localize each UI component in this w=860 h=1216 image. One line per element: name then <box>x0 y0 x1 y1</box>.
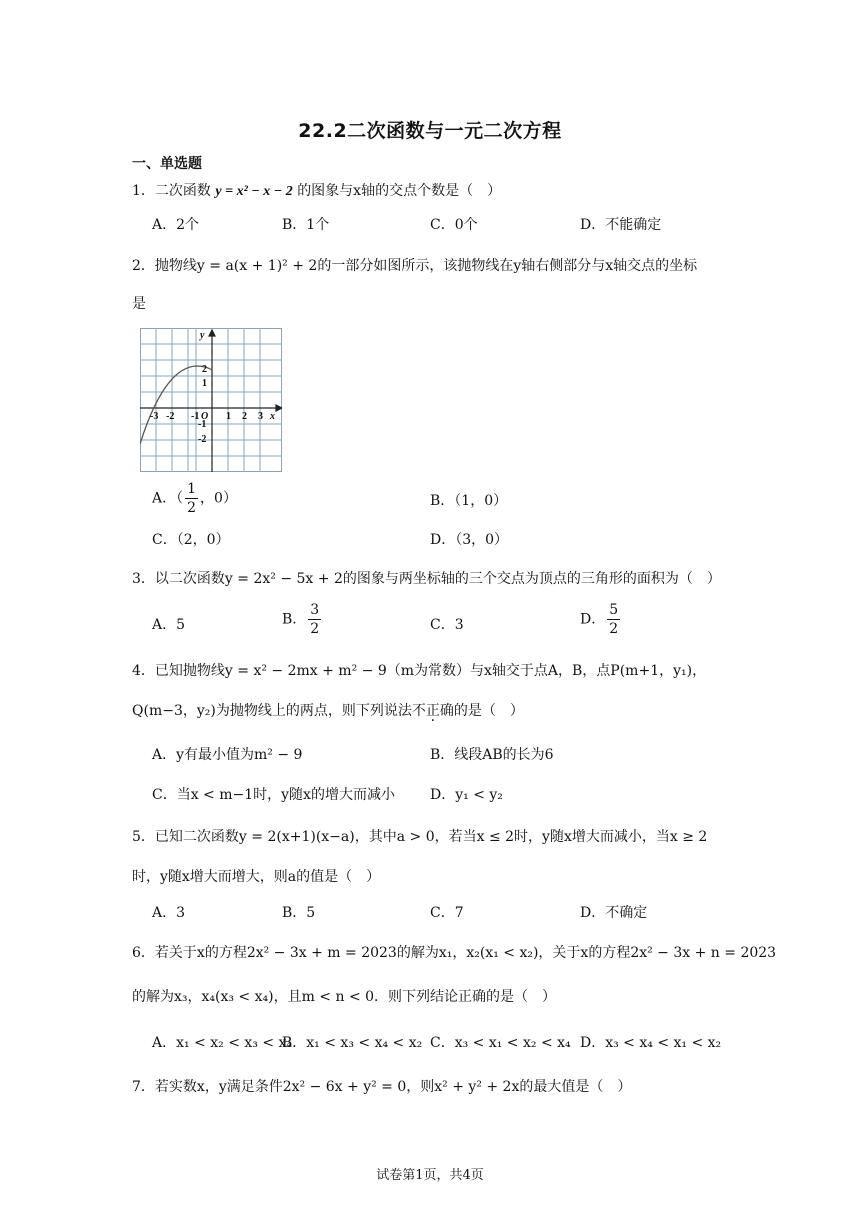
question-text: 若实数x，y满足条件2x² − 6x + y² = 0，则x² + y² + 2x的最大值是（ ） <box>154 1079 632 1095</box>
fraction <box>308 603 321 636</box>
q5-option-b[interactable]: B．5 <box>282 905 316 921</box>
question-text: 二次函数 <box>154 183 211 199</box>
question-6-cont: 的解为x₃，x₄(x₃ < x₄)，且m < n < 0．则下列结论正确的是（ ） <box>132 989 557 1005</box>
option-text: ，0） <box>200 490 237 507</box>
q6-option-c[interactable]: C．x₃ < x₁ < x₂ < x₄ <box>430 1035 571 1051</box>
grid <box>140 328 282 472</box>
q5-option-a[interactable]: A．3 <box>152 905 186 921</box>
numerator: 1 <box>187 481 197 497</box>
question-number: 3． <box>132 571 155 587</box>
axes <box>140 330 282 472</box>
numerator: 3 <box>310 602 320 618</box>
question-4 <box>132 660 706 680</box>
question-text: Q(m−3，y₂)为抛物线上的两点，则下列说法 <box>132 703 412 719</box>
graph-label-yneg2: -2 <box>198 434 207 445</box>
question-6 <box>132 942 776 962</box>
q4-option-c[interactable]: C．当x < m−1时，y随x的增大而减小 <box>152 787 395 803</box>
denominator: 2 <box>187 500 197 516</box>
question-text: 已知抛物线y = x² − 2mx + m² − 9（m为常数）与x轴交于点A，B，点P(m+1，y₁)， <box>154 663 707 679</box>
question-text: 抛物线y = a(x + 1)² + 2的一部分如图所示，该抛物线在y轴右侧部分与x轴交点的坐标 <box>154 258 698 274</box>
graph-label-x2: 2 <box>242 411 247 422</box>
graph-label-neg3: -3 <box>150 411 159 422</box>
option-text: A．（ <box>152 490 184 507</box>
question-number: 5． <box>132 829 155 845</box>
q3-option-b[interactable] <box>282 603 323 636</box>
graph-label-2: 2 <box>202 364 207 375</box>
question-text: 的图象与x轴的交点个数是（ ） <box>297 183 502 199</box>
option-label: B． <box>282 611 307 628</box>
q5-option-c[interactable]: C．7 <box>430 905 464 921</box>
graph-label-x1: 1 <box>226 411 231 422</box>
section-heading: 一、单选题 <box>132 156 202 172</box>
question-number: 2． <box>132 258 155 274</box>
graph-label-x: x <box>270 411 275 422</box>
graph-label-y: y <box>200 330 205 341</box>
y-axis-arrow <box>209 330 215 336</box>
q3-option-a[interactable]: A．5 <box>152 617 186 633</box>
q4-option-d[interactable]: D．y₁ < y₂ <box>430 787 503 803</box>
question-4-cont <box>132 700 524 720</box>
q1-option-c[interactable]: C．0个 <box>430 217 478 233</box>
q3-option-d[interactable] <box>580 603 622 636</box>
numerator: 5 <box>609 602 619 618</box>
fraction <box>185 482 198 515</box>
graph-label-x3: 3 <box>258 411 263 422</box>
question-number: 4． <box>132 663 155 679</box>
graph-label-1: 1 <box>202 378 207 389</box>
question-text: 若关于x的方程2x² − 3x + m = 2023的解为x₁，x₂(x₁ < x₂)，关于x的方程2x² − 3x + n = 2023 <box>154 945 777 961</box>
question-number: 1． <box>132 183 155 199</box>
page-title: 22.2二次函数与一元二次方程 <box>298 120 562 142</box>
q2-option-c[interactable]: C．（2，0） <box>152 532 230 548</box>
q6-option-d[interactable]: D．x₃ < x₄ < x₁ < x₂ <box>580 1035 722 1051</box>
graph-label-neg1: -1 <box>191 411 200 422</box>
question-text: 已知二次函数y = 2(x+1)(x−a)，其中a > 0，若当x ≤ 2时，y随x增大而减小，当x ≥ 2 <box>154 829 708 845</box>
question-3 <box>132 568 721 588</box>
graph-label-yneg1: -1 <box>198 419 207 430</box>
denominator: 2 <box>609 621 619 637</box>
page-footer: 试卷第1页，共4页 <box>376 1168 484 1183</box>
question-5 <box>132 826 707 846</box>
question-7 <box>132 1076 631 1096</box>
q2-option-a[interactable] <box>152 482 237 515</box>
q6-option-b[interactable]: B．x₁ < x₃ < x₄ < x₂ <box>282 1035 423 1051</box>
q1-option-a[interactable]: A．2个 <box>152 217 200 233</box>
q3-option-c[interactable]: C．3 <box>430 617 464 633</box>
graph-label-neg2: -2 <box>166 411 175 422</box>
q2-option-b[interactable]: B．（1，0） <box>430 493 508 509</box>
q4-option-a[interactable]: A．y有最小值为m² − 9 <box>152 747 303 763</box>
option-label: D． <box>580 611 606 628</box>
question-text: 的是（ ） <box>453 703 524 719</box>
question-2-cont: 是 <box>132 296 146 312</box>
question-number: 6． <box>132 945 155 961</box>
question-5-cont: 时，y随x增大而增大，则a的值是（ ） <box>132 869 381 885</box>
q4-option-b[interactable]: B．线段AB的长为6 <box>430 747 554 763</box>
q1-option-b[interactable]: B．1个 <box>282 217 330 233</box>
question-text: 以二次函数y = 2x² − 5x + 2的图象与两坐标轴的三个交点为顶点的三角形的面积为（ ） <box>154 571 721 587</box>
graph-label-origin: O <box>201 411 209 422</box>
question-number: 7． <box>132 1079 155 1095</box>
denominator: 2 <box>310 621 320 637</box>
emphasis-text: 不正确 <box>411 703 454 719</box>
q6-option-a[interactable]: A．x₁ < x₂ < x₃ < x₄ <box>152 1035 293 1051</box>
fraction <box>607 603 620 636</box>
parabola-graph <box>140 328 282 472</box>
q2-option-d[interactable]: D．（3，0） <box>430 532 509 548</box>
equation: y = x² − x − 2 <box>215 184 293 199</box>
question-1 <box>132 180 501 200</box>
question-2 <box>132 255 697 275</box>
q5-option-d[interactable]: D．不确定 <box>580 905 648 921</box>
q1-option-d[interactable]: D．不能确定 <box>580 217 662 233</box>
